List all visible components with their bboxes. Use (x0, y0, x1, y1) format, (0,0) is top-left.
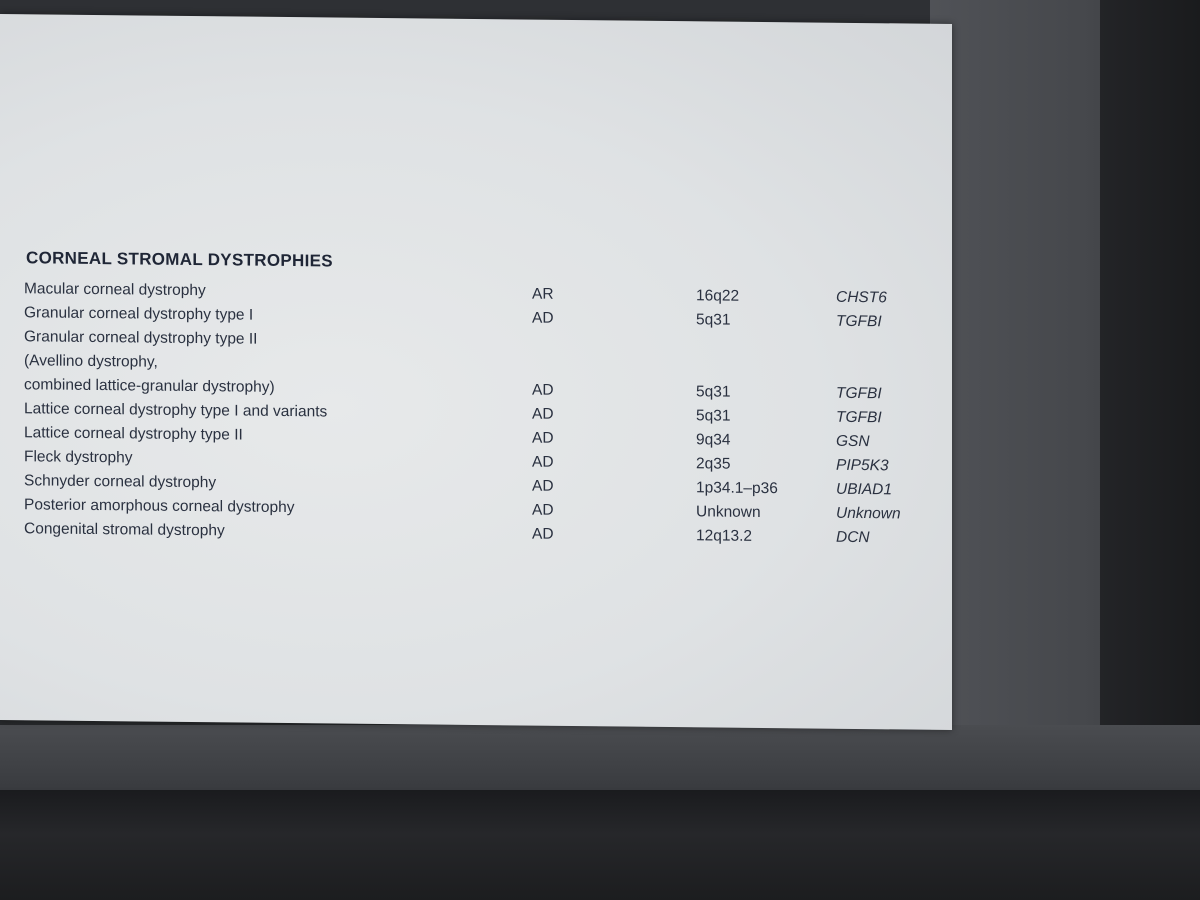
slide-content (0, 14, 952, 730)
row-inheritance: AD (532, 309, 554, 327)
row-name: Fleck dystrophy (24, 448, 133, 467)
row-name: combined lattice-granular dystrophy) (24, 376, 275, 396)
row-gene: TGFBI (836, 312, 882, 331)
row-name: Lattice corneal dystrophy type I and variants (24, 400, 328, 421)
row-locus: 2q35 (696, 455, 731, 473)
row-locus: 16q22 (696, 287, 740, 305)
row-name: Macular corneal dystrophy (24, 280, 206, 300)
row-gene: TGFBI (836, 384, 882, 403)
row-inheritance: AD (532, 429, 554, 447)
row-inheritance: AD (532, 405, 554, 423)
row-inheritance: AR (532, 285, 554, 303)
row-name: Granular corneal dystrophy type II (24, 328, 258, 348)
row-inheritance: AD (532, 453, 554, 471)
row-name: Posterior amorphous corneal dystrophy (24, 496, 295, 517)
row-gene: TGFBI (836, 408, 882, 427)
row-gene: PIP5K3 (836, 456, 889, 475)
row-inheritance: AD (532, 477, 554, 495)
row-name: Schnyder corneal dystrophy (24, 472, 217, 492)
row-gene: CHST6 (836, 288, 887, 307)
row-gene: UBIAD1 (836, 480, 892, 499)
row-gene: GSN (836, 432, 870, 451)
row-name: Lattice corneal dystrophy type II (24, 424, 243, 444)
table-heading: CORNEAL STROMAL DYSTROPHIES (26, 248, 333, 271)
row-inheritance: AD (532, 381, 554, 399)
row-locus: 5q31 (696, 407, 731, 425)
row-locus: 1p34.1–p36 (696, 479, 778, 498)
row-inheritance: AD (532, 501, 554, 519)
row-name: (Avellino dystrophy, (24, 352, 158, 371)
bottom-shadow (0, 790, 1200, 900)
row-locus: 12q13.2 (696, 527, 753, 545)
row-locus: 9q34 (696, 431, 731, 449)
projected-slide (0, 14, 952, 730)
row-name: Granular corneal dystrophy type I (24, 304, 254, 324)
row-locus: 5q31 (696, 383, 731, 401)
row-gene: Unknown (836, 504, 901, 523)
row-locus: Unknown (696, 503, 761, 521)
row-inheritance: AD (532, 525, 554, 543)
row-gene: DCN (836, 528, 870, 547)
row-name: Congenital stromal dystrophy (24, 520, 225, 540)
row-locus: 5q31 (696, 311, 731, 329)
